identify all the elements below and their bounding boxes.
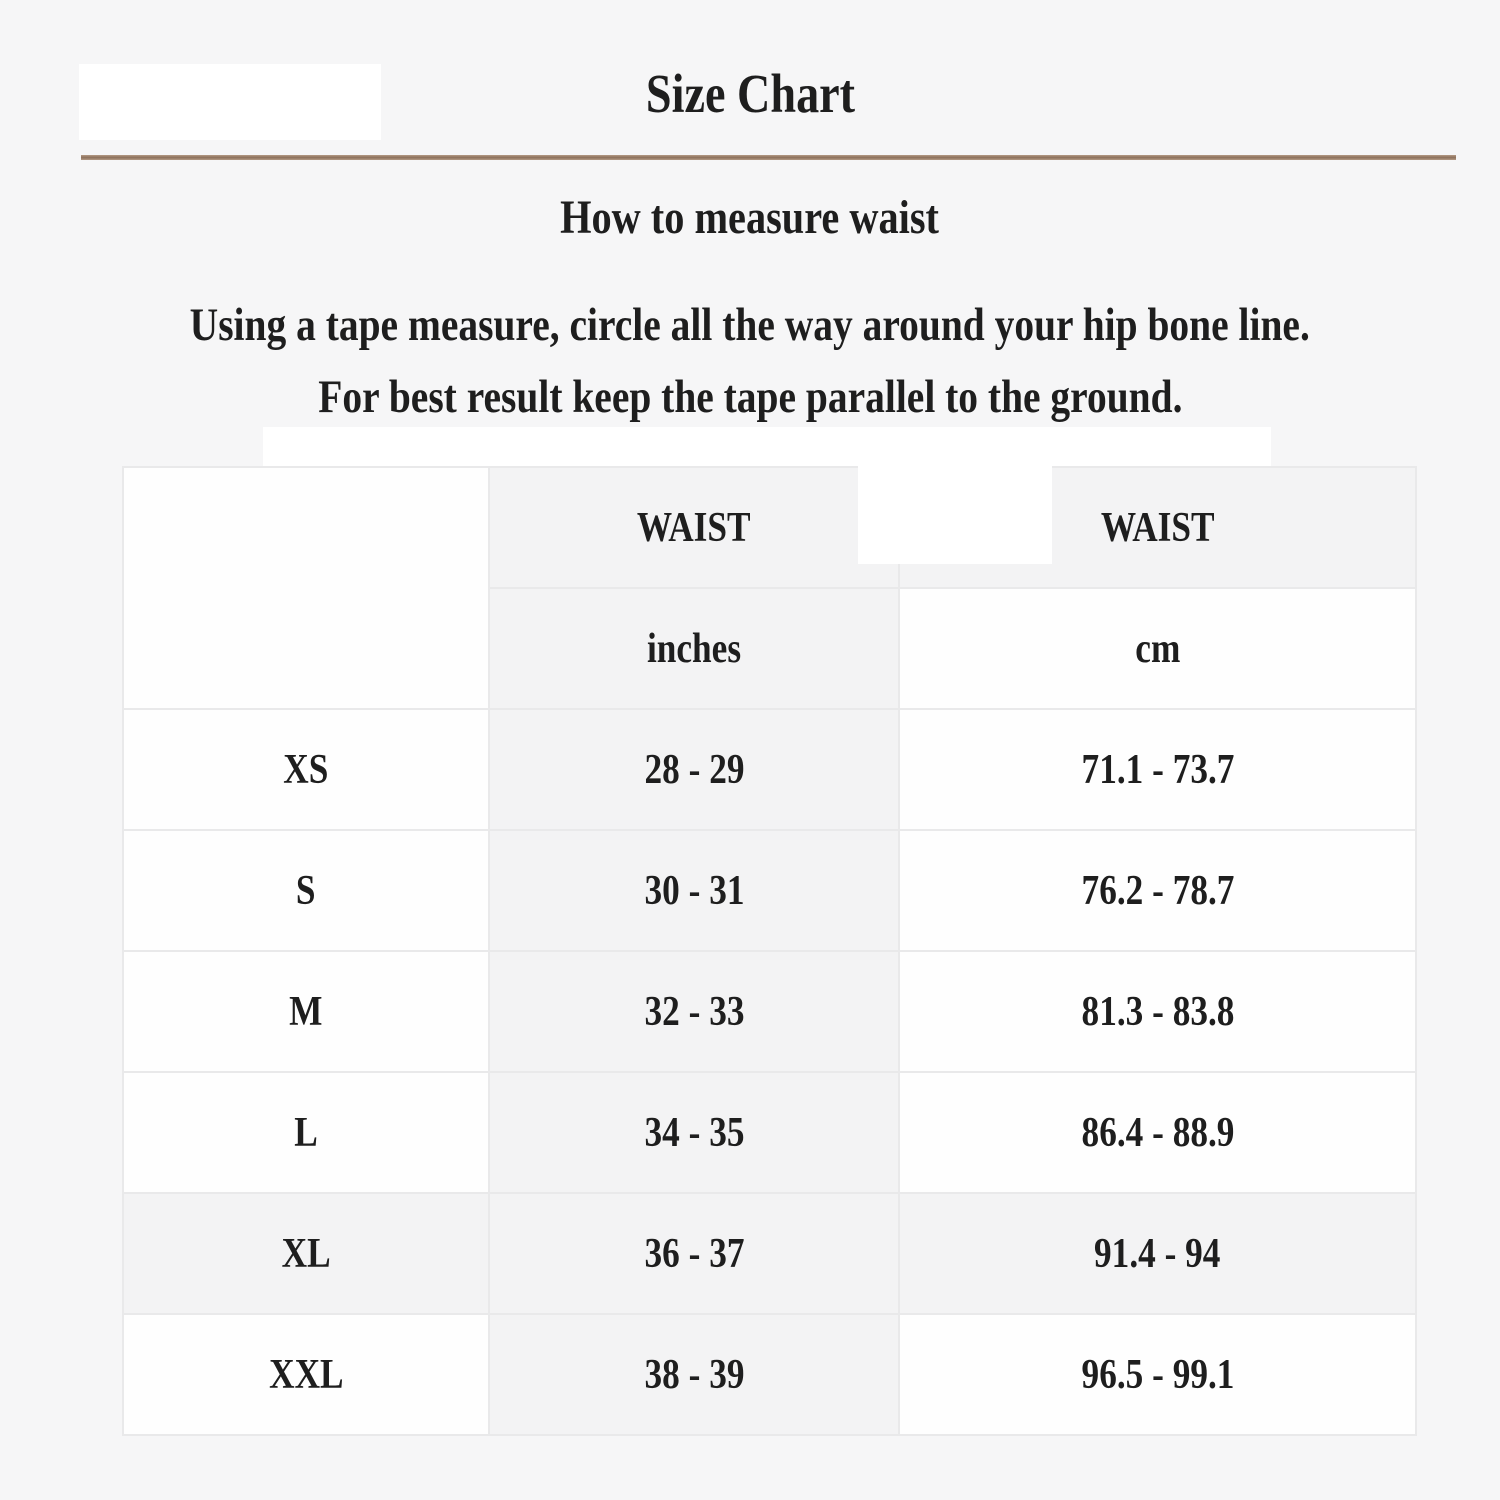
table-row-l — [123, 1072, 1416, 1193]
waist-cm-cell: 96.5 - 99.1 — [899, 1314, 1416, 1435]
waist-cm-cell: 76.2 - 78.7 — [899, 830, 1416, 951]
waist-cm-header: WAIST — [899, 467, 1416, 588]
size-cell: M — [123, 951, 489, 1072]
size-cell: XL — [123, 1193, 489, 1314]
section-heading — [0, 190, 1500, 246]
waist-inches-cell: 36 - 37 — [489, 1193, 899, 1314]
waist-inches-cell: 34 - 35 — [489, 1072, 899, 1193]
waist-cm-cell: 91.4 - 94 — [899, 1193, 1416, 1314]
instructions-line-2: For best result keep the tape parallel to the ground. — [317, 371, 1183, 423]
waist-inches-unit: inches — [489, 588, 899, 709]
size-cell: L — [123, 1072, 489, 1193]
logo-whiteout-box — [79, 64, 381, 140]
waist-inches-cell: 28 - 29 — [489, 709, 899, 830]
table-header-row — [123, 467, 1416, 588]
waist-inches-cell: 30 - 31 — [489, 830, 899, 951]
title-divider — [81, 155, 1456, 160]
size-cell: XS — [123, 709, 489, 830]
table-row-xs — [123, 709, 1416, 830]
waist-cm-unit: cm — [899, 588, 1416, 709]
size-cell: XXL — [123, 1314, 489, 1435]
table-row-m — [123, 951, 1416, 1072]
page-title-text: Size Chart — [645, 63, 855, 124]
waist-inches-header: WAIST — [489, 467, 899, 588]
waist-inches-cell: 32 - 33 — [489, 951, 899, 1072]
table-row-xxl — [123, 1314, 1416, 1435]
measuring-instructions — [0, 289, 1500, 433]
header-gap-whiteout-box — [858, 427, 1052, 564]
waist-cm-cell: 86.4 - 88.9 — [899, 1072, 1416, 1193]
instructions-line-1: Using a tape measure, circle all the way around your hip bone line. — [189, 299, 1311, 351]
waist-inches-cell: 38 - 39 — [489, 1314, 899, 1435]
table-row-xl-highlighted — [123, 1193, 1416, 1314]
table-corner-cell — [123, 467, 489, 709]
size-table — [122, 466, 1417, 1436]
table-top-whiteout-band — [263, 427, 1271, 466]
size-cell: S — [123, 830, 489, 951]
waist-cm-cell: 71.1 - 73.7 — [899, 709, 1416, 830]
section-heading-text: How to measure waist — [560, 191, 940, 244]
table-row-s — [123, 830, 1416, 951]
waist-cm-cell: 81.3 - 83.8 — [899, 951, 1416, 1072]
